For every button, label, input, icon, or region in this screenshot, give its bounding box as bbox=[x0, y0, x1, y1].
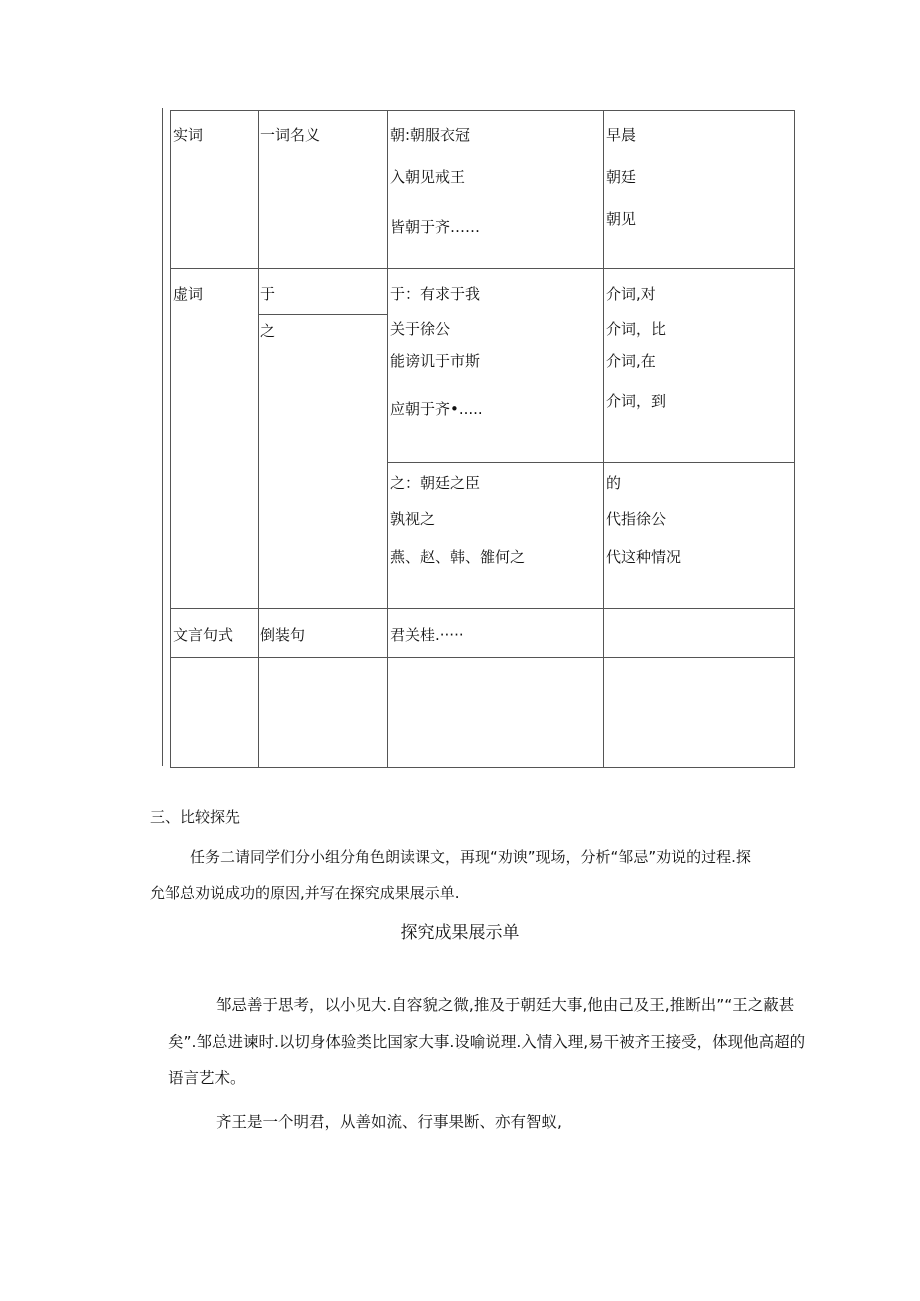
table-row-line-3 bbox=[170, 657, 795, 658]
yu-meaning-3: 介词,在 bbox=[606, 352, 656, 370]
yu-example-2: 关于徐公 bbox=[390, 320, 451, 338]
zhi-meaning-2: 代指徐公 bbox=[606, 510, 667, 528]
zhi-example-3: 燕、赵、韩、雒何之 bbox=[390, 548, 526, 566]
paragraph-2: 齐王是一个明君，从善如流、行事果断、亦有智蚁, bbox=[216, 1113, 562, 1131]
table-border-bottom bbox=[170, 767, 795, 768]
table-col-line-3 bbox=[603, 110, 604, 768]
shici-example-1: 朝:朝服衣冠 bbox=[390, 126, 471, 144]
xuci-category: 虚词 bbox=[173, 285, 204, 303]
juzhi-category: 文言句式 bbox=[173, 626, 234, 644]
table-subrow-line-zhi bbox=[387, 462, 795, 463]
table-col-line-1 bbox=[258, 110, 259, 768]
table-border-top bbox=[170, 110, 795, 111]
yu-example-3: 能谤讥于市斯 bbox=[390, 352, 481, 370]
shici-meaning-1: 早晨 bbox=[606, 126, 637, 144]
zhi-example-1: 之：朝廷之臣 bbox=[390, 474, 481, 492]
zhi-example-2: 孰视之 bbox=[390, 510, 436, 528]
shici-category: 实词 bbox=[173, 126, 204, 144]
zhi-meaning-1: 的 bbox=[606, 474, 622, 492]
table-left-margin-line bbox=[162, 108, 163, 766]
table-subrow-line-yu bbox=[258, 314, 388, 315]
juzhi-example: 君关桂.····· bbox=[390, 626, 464, 644]
shici-example-2: 入朝见戒王 bbox=[390, 168, 466, 186]
table-border-left bbox=[170, 110, 171, 768]
xuci-word-yu: 于 bbox=[260, 285, 276, 303]
yu-meaning-2: 介词，比 bbox=[606, 320, 667, 338]
paragraph-1-line-3: 语言艺术。 bbox=[168, 1069, 246, 1087]
shici-meaning-3: 朝见 bbox=[606, 210, 637, 228]
yu-example-4: 应朝于齐•..... bbox=[390, 400, 483, 418]
table-row-line-2 bbox=[170, 608, 795, 609]
table-col-line-2 bbox=[387, 110, 388, 768]
zhi-meaning-3: 代这种情况 bbox=[606, 548, 682, 566]
table-row-line-1 bbox=[170, 268, 795, 269]
yu-example-1: 于：有求于我 bbox=[390, 285, 481, 303]
xuci-word-zhi: 之 bbox=[260, 322, 276, 340]
task-line-2: 允邹总劝说成功的原因,并写在探究成果展示单. bbox=[150, 884, 460, 902]
task-line-1: 任务二请同学们分小组分角色朗读课文，再现“劝谀”现场，分析“邹忌”劝说的过程.探 bbox=[190, 848, 751, 866]
juzhi-type: 倒装句 bbox=[260, 626, 306, 644]
yu-meaning-1: 介词,对 bbox=[606, 285, 656, 303]
yu-meaning-4: 介词，到 bbox=[606, 392, 667, 410]
shici-example-3: 皆朝于齐…… bbox=[390, 218, 481, 236]
table-border-right bbox=[794, 110, 795, 768]
paragraph-1-line-1: 邹忌善于思考，以小见大.自容貌之微,推及于朝廷大事,他由己及王,推断出”“王之蔽甚 bbox=[216, 996, 795, 1014]
paragraph-1-line-2: 矣”.邹总进谏时.以切身体验类比国家大事.设喻说理.入情入理,易干被齐王接受，体现他高超的 bbox=[168, 1033, 806, 1051]
shici-meaning-2: 朝廷 bbox=[606, 168, 637, 186]
section-heading: 三、比较探先 bbox=[150, 808, 241, 826]
shici-type: 一词名义 bbox=[260, 126, 321, 144]
sheet-title: 探究成果展示单 bbox=[400, 923, 520, 943]
